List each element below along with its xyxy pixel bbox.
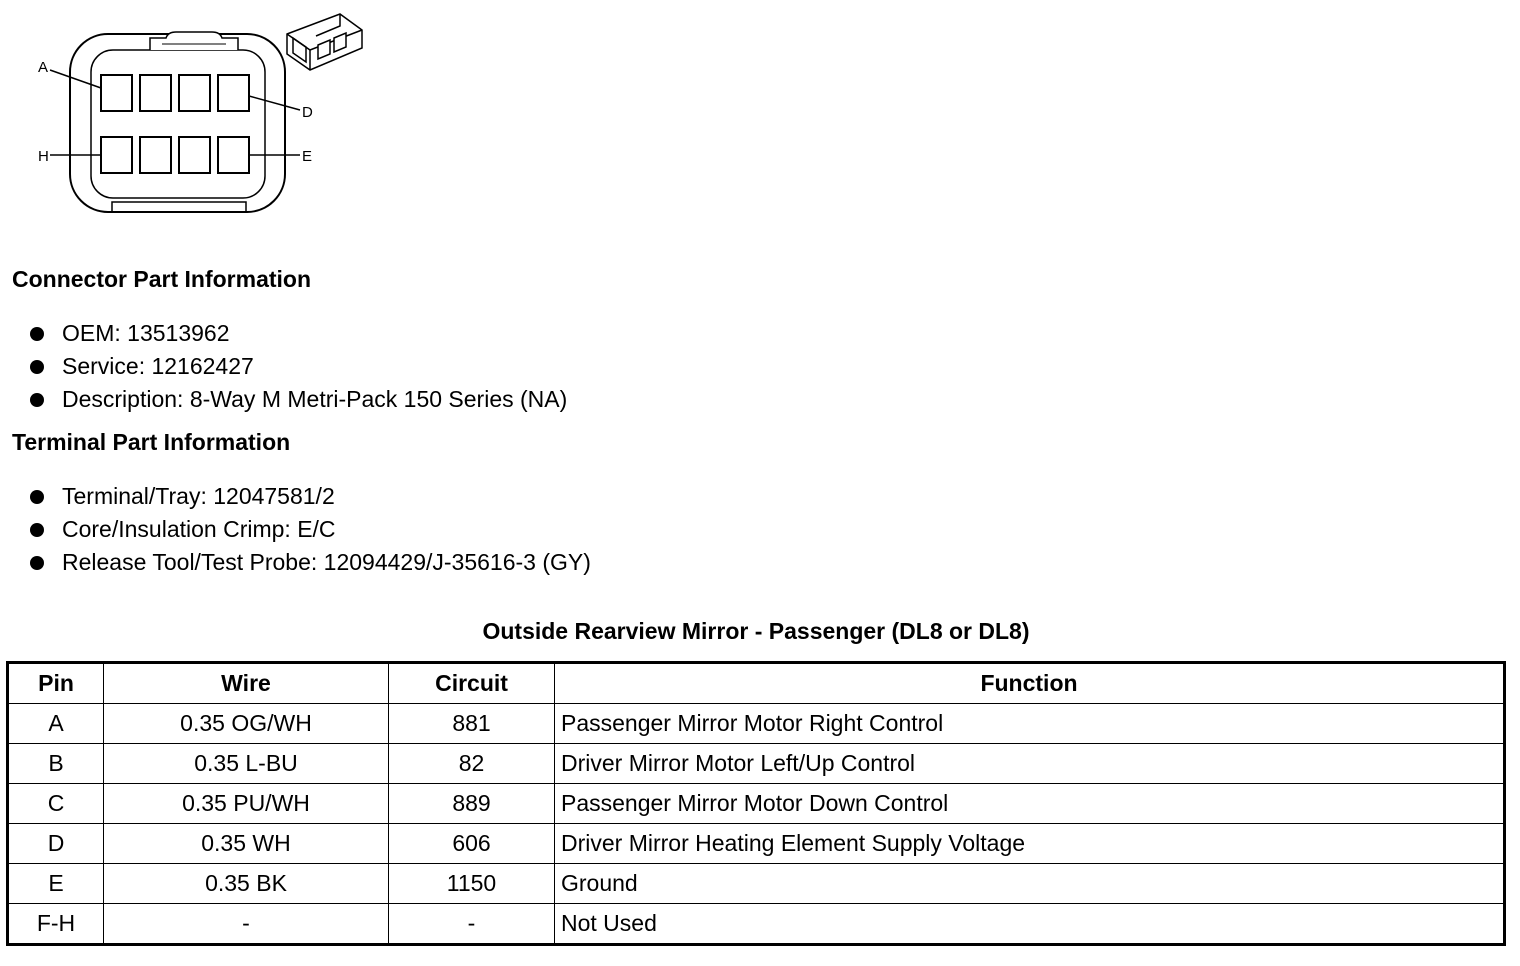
pin-label-e: E [302, 148, 313, 165]
circuit-cell: 881 [389, 704, 555, 744]
terminal-part-info-list [30, 480, 591, 579]
circuit-cell: 82 [389, 744, 555, 784]
wire-cell: 0.35 OG/WH [104, 704, 389, 744]
wire-cell: 0.35 WH [104, 824, 389, 864]
column-header-circuit: Circuit [389, 663, 555, 704]
pin-cell: D [8, 824, 104, 864]
connector-face-diagram [0, 0, 380, 230]
wire-cell: 0.35 PU/WH [104, 784, 389, 824]
circuit-cell: - [389, 904, 555, 945]
cavity [101, 137, 132, 173]
function-cell: Passenger Mirror Motor Right Control [555, 704, 1505, 744]
cavity [140, 137, 171, 173]
cavity [218, 137, 249, 173]
list-item: Core/Insulation Crimp: E/C [30, 513, 591, 546]
connector-isometric-icon [287, 14, 362, 70]
cavity [140, 75, 171, 111]
connector-part-info-list [30, 317, 567, 416]
cavity [179, 137, 210, 173]
table-row [8, 784, 1505, 824]
cavity-row-bottom [101, 137, 249, 173]
pin-cell: B [8, 744, 104, 784]
cavity-row-top [101, 75, 249, 111]
list-item: Terminal/Tray: 12047581/2 [30, 480, 591, 513]
wire-cell: 0.35 BK [104, 864, 389, 904]
table-row [8, 904, 1505, 945]
list-item: OEM: 13513962 [30, 317, 567, 350]
connector-housing-outer [70, 34, 285, 212]
circuit-cell: 1150 [389, 864, 555, 904]
table-row [8, 824, 1505, 864]
connector-bottom-tab [112, 202, 246, 212]
terminal-part-info-heading: Terminal Part Information [12, 429, 291, 455]
pin-label-a: A [38, 59, 49, 76]
table-header-row [8, 663, 1505, 704]
wire-cell: - [104, 904, 389, 945]
wire-cell: 0.35 L-BU [104, 744, 389, 784]
pin-label-d: D [302, 104, 313, 121]
cavity [218, 75, 249, 111]
column-header-function: Function [555, 663, 1505, 704]
function-cell: Driver Mirror Motor Left/Up Control [555, 744, 1505, 784]
column-header-pin: Pin [8, 663, 104, 704]
pin-cell: C [8, 784, 104, 824]
list-item: Description: 8-Way M Metri-Pack 150 Series (NA) [30, 383, 567, 416]
pin-label-h: H [38, 148, 49, 165]
cavity [101, 75, 132, 111]
table-row [8, 864, 1505, 904]
circuit-cell: 889 [389, 784, 555, 824]
connector-part-info-heading: Connector Part Information [12, 266, 312, 292]
column-header-wire: Wire [104, 663, 389, 704]
function-cell: Driver Mirror Heating Element Supply Voltage [555, 824, 1505, 864]
list-item: Service: 12162427 [30, 350, 567, 383]
cavity [179, 75, 210, 111]
function-cell: Ground [555, 864, 1505, 904]
pin-cell: F-H [8, 904, 104, 945]
function-cell: Not Used [555, 904, 1505, 945]
connector-housing-inner [91, 50, 265, 198]
table-title: Outside Rearview Mirror - Passenger (DL8 or DL8) [482, 618, 1030, 644]
table-row [8, 744, 1505, 784]
pin-cell: A [8, 704, 104, 744]
function-cell: Passenger Mirror Motor Down Control [555, 784, 1505, 824]
list-item: Release Tool/Test Probe: 12094429/J-35616-3 (GY) [30, 546, 591, 579]
pin-cell: E [8, 864, 104, 904]
table-row [8, 704, 1505, 744]
circuit-cell: 606 [389, 824, 555, 864]
pinout-table [6, 661, 1506, 946]
